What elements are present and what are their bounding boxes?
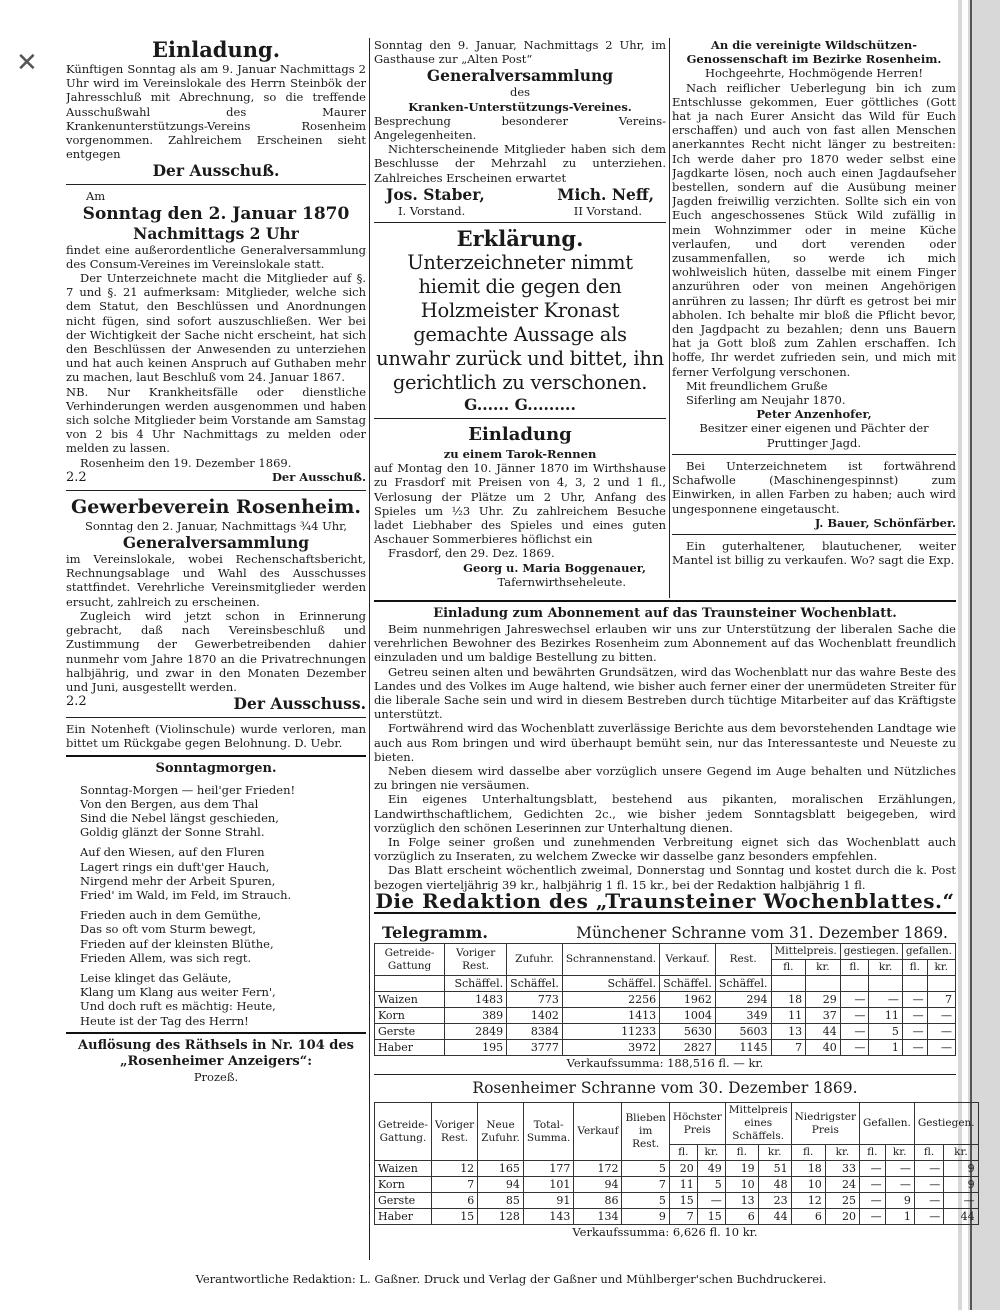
grain-type-cell: Korn: [375, 1008, 445, 1024]
poem-line: Sind die Nebel längst geschieden,: [80, 810, 279, 825]
ad-role: Besitzer einer eigenen und Pächter der Pruttinger Jagd.: [699, 421, 929, 450]
table-subheader: fl.: [791, 1145, 825, 1161]
table-cell: —: [927, 1008, 955, 1024]
sales-sum: Verkaufssumma: 188,516 fl. — kr.: [566, 1056, 764, 1070]
column-rule: [669, 38, 670, 598]
column-2: [374, 38, 666, 598]
table-cell: 1: [885, 1209, 914, 1225]
grain-type-cell: Haber: [375, 1209, 432, 1225]
ad-signature: Der Ausschuß.: [152, 161, 280, 181]
table-header: Voriger Rest.: [445, 944, 507, 976]
ad-text: des: [509, 85, 531, 100]
ad-date: Sonntag den 2. Januar 1870: [82, 203, 350, 224]
poem-line: Klang um Klang aus weiter Fern',: [80, 985, 276, 1000]
table-header: Verkauf: [574, 1103, 622, 1161]
table-cell: —: [860, 1209, 886, 1225]
table-cell: 349: [715, 1008, 771, 1024]
poem-line: Fried' im Wald, im Feld, im Strauch.: [80, 887, 292, 902]
table-cell: 2256: [562, 992, 659, 1008]
table-unit: Schäffel.: [660, 976, 716, 992]
table-cell: —: [902, 1040, 927, 1056]
table-cell: —: [860, 1161, 886, 1177]
table-cell: 20: [825, 1209, 859, 1225]
table-cell: 7: [431, 1177, 477, 1193]
table-subheader: kr.: [697, 1145, 725, 1161]
table-cell: 94: [574, 1177, 622, 1193]
ad-title: Einladung zum Abonnement auf das Traunsteiner Wochenblatt.: [433, 606, 897, 621]
table-subheader: fl.: [669, 1145, 697, 1161]
poem-line: Frieden auf der kleinsten Blüthe,: [80, 936, 274, 951]
table-subheader: kr.: [885, 1145, 914, 1161]
table-row: [375, 1040, 956, 1056]
table-cell: 11: [771, 1008, 806, 1024]
ad-head: Generalversammlung: [122, 533, 310, 553]
ad-role: II Vorstand.: [573, 203, 642, 218]
table-cell: 7: [927, 992, 955, 1008]
telegram-label: Telegramm.: [382, 923, 488, 942]
table-subheader: kr.: [806, 960, 841, 976]
ad-signature: Jos. Staber,: [386, 184, 485, 204]
ad-text: Sonntag den 9. Januar, Nachmittags 2 Uhr, im Gasthause zur „Alten Post“: [374, 38, 666, 67]
grain-type-cell: Waizen: [375, 1161, 432, 1177]
market-title: Münchener Schranne vom 31. Dezember 1869.: [576, 924, 948, 942]
table-cell: 13: [725, 1193, 758, 1209]
ad-text: Besprechung besonderer Vereins-Angelegenheiten.: [374, 113, 666, 143]
poem-line: Das so oft vom Sturm bewegt,: [80, 922, 256, 937]
table-cell: 5: [622, 1161, 669, 1177]
table-cell: 128: [478, 1209, 524, 1225]
table-cell: 91: [523, 1193, 573, 1209]
table-cell: —: [927, 1024, 955, 1040]
ad-title: Einladung: [468, 424, 572, 446]
table-cell: —: [902, 1008, 927, 1024]
poem-line: Und doch ruft es mächtig: Heute,: [80, 999, 276, 1014]
table-cell: —: [914, 1209, 943, 1225]
grain-type-cell: Korn: [375, 1177, 432, 1193]
table-cell: 294: [715, 992, 771, 1008]
ad-note: NB. Nur Krankheitsfälle oder dienstliche Verhinderungen werden ausgenommen und haben sich solche Mitglieder beim Vorstande am Samstag von 2 bis 4 Uhr Nachmittags zu melden oder melden zu lassen.: [66, 384, 366, 456]
table-header: Getreide-Gattung: [375, 944, 445, 976]
table-header: Verkauf.: [660, 944, 716, 976]
poem-line: Sonntag-Morgen — heil'ger Frieden!: [80, 782, 296, 797]
ad-text: Künftigen Sonntag als am 9. Januar Nachmittags 2 Uhr wird im Vereinslokale des Herrn Steinbök der Jahresschluß mit Abrechnung, so die treffende Ausschußwahl des Maurer Krankenunterstützungs-Vereins Rosenheim vorgenommen. Zahlreichem Erscheinen sieht entgegen: [66, 62, 366, 162]
table-cell: 15: [431, 1209, 477, 1225]
table-cell: 3972: [562, 1040, 659, 1056]
table-cell: 10: [791, 1177, 825, 1193]
table-cell: —: [840, 1040, 869, 1056]
pen-mark: ✕: [16, 48, 38, 78]
table-cell: 9: [944, 1161, 978, 1177]
table-cell: 1962: [660, 992, 716, 1008]
poem-line: Leise klinget das Geläute,: [80, 970, 232, 985]
ad-signature: Der Ausschuss.: [233, 694, 366, 714]
poem: [66, 783, 366, 1028]
table-cell: 6: [431, 1193, 477, 1209]
table-cell: 2849: [445, 1024, 507, 1040]
poem-title: Sonntagmorgen.: [155, 760, 277, 776]
ad-when: Sonntag den 2. Januar, Nachmittags ¾4 Uhr,: [84, 518, 348, 533]
ad-text: Nach reiflicher Ueberlegung bin ich zum Entschlusse gekommen, Euer göttliches (Gott hat ja nach Eurer Ansicht das Wild für Euch erschaffen) und auch von fast allen Menschen anerkanntes Recht nicht länger zu bestreiten: Ich werde daher pro 1870 weder selbst eine Jagdkarte lösen, noch auch einen Jagdaufseher bestellen, sondern auf die Ausübung meiner Jagden freiwillig verzichten. Sollte sich ein von Euch angeschossenes Stück Wild zufällig in mein Wohnzimmer oder in meine Küche verlaufen, und dort verenden oder zusammenfallen, so werde ich mich wohlweislich hüten, dasselbe mit einem Finger anzurühren oder von meinen Angehörigen anrühren zu lassen; Ihr dürft es getrost bei mir abholen. Ich behalte mir bloß die Pflicht bevor, den Jagdpacht zu bezahlen; denn uns Bauern hat ja Gott bloß zum Zahlen erschaffen. Ich hoffe, Ihr werdet zufrieden sein, und mich mit ferner Verfolgung verschonen.: [672, 80, 956, 379]
table-cell: 25: [825, 1193, 859, 1209]
table-cell: —: [902, 992, 927, 1008]
table-row: [375, 1008, 956, 1024]
table-subheader: kr.: [944, 1145, 978, 1161]
table-cell: —: [840, 992, 869, 1008]
table-cell: 5630: [660, 1024, 716, 1040]
ad-text: Neben diesem wird dasselbe aber vorzüglich unsere Gegend im Auge behalten und Nützliches zu bringen nie versäumen.: [374, 764, 956, 793]
ad-title: Gewerbeverein Rosenheim.: [71, 495, 361, 518]
column-3: [672, 38, 956, 598]
table-header: Rest.: [715, 944, 771, 976]
table-cell: 49: [697, 1161, 725, 1177]
table-subheader: fl.: [914, 1145, 943, 1161]
ad-text: Nichterscheinende Mitglieder haben sich dem Beschlusse der Mehrzahl zu unterziehen. Zahlreiches Erscheinen erwartet: [374, 142, 666, 185]
ad-text: Bei Unterzeichnetem ist fortwährend Schafwolle (Maschinengespinnst) zum Einwirken, in allen Farben zu haben; auch wird ungesponnene eingetauscht.: [672, 458, 956, 516]
ad-place: Frasdorf, den 29. Dez. 1869.: [388, 546, 555, 561]
ad-place: Siferling am Neujahr 1870.: [686, 393, 846, 408]
table-cell: 143: [523, 1209, 573, 1225]
table-header: Gestiegen.: [914, 1103, 978, 1145]
ad-greeting: Hochgeehrte, Hochmögende Herren!: [704, 66, 924, 81]
table-cell: —: [860, 1193, 886, 1209]
table-cell: 773: [507, 992, 563, 1008]
table-cell: 18: [771, 992, 806, 1008]
ad-text: im Vereinslokale, wobei Rechenschaftsbericht, Rechnungsablage und Wahl des Ausschusses stattfindet. Verehrliche Vereinsmitglieder werden ersucht, zahlreich zu erscheinen.: [66, 552, 366, 609]
market-title: Rosenheimer Schranne vom 30. Dezember 1869.: [472, 1079, 858, 1098]
subscription-ad: [374, 600, 956, 918]
table-header: Mittelpreis.: [771, 944, 840, 960]
table-cell: 15: [697, 1209, 725, 1225]
table-cell: 11233: [562, 1024, 659, 1040]
table-cell: 134: [574, 1209, 622, 1225]
ad-text: Ein Notenheft (Violinschule) wurde verloren, man bittet um Rückgabe gegen Belohnung. D. Uebr.: [66, 722, 366, 751]
table-subheader: kr.: [825, 1145, 859, 1161]
riddle-title: Auflösung des Räthsels in Nr. 104 des „Rosenheimer Anzeigers“:: [78, 1037, 354, 1069]
ad-text: In Folge seiner großen und zunehmenden Verbreitung eignet sich das Wochenblatt auch vorzüglich zu Inseraten, zu welchem Zwecke wir dasselbe ganz besonders empfehlen.: [374, 835, 956, 864]
rosenheim-market-table: [374, 1102, 979, 1225]
table-cell: 7: [669, 1209, 697, 1225]
poem-line: Lagert rings ein duft'ger Hauch,: [80, 859, 270, 874]
table-cell: 165: [478, 1161, 524, 1177]
table-cell: 195: [445, 1040, 507, 1056]
ad-text: Der Unterzeichnete macht die Mitglieder auf §. 7 und §. 21 aufmerksam: Mitglieder, welche sich dem Statut, den Beschlüssen und Anordnungen nicht fügen, sind sofort auszuschließen. Wer bei der Wichtigkeit der Sache nicht erscheint, hat sich den Beschlüssen der Anwesenden zu unterziehen und hat auch keinen Anspruch auf Guthaben mehr zu machen, laut Beschluß vom 24. Januar 1867.: [66, 271, 366, 385]
table-cell: 12: [431, 1161, 477, 1177]
table-unit: Schäffel.: [562, 976, 659, 992]
table-cell: 1413: [562, 1008, 659, 1024]
table-cell: —: [944, 1193, 978, 1209]
table-header: Zufuhr.: [507, 944, 563, 976]
table-header: gestiegen.: [840, 944, 902, 960]
poem-line: Von den Bergen, aus dem Thal: [80, 796, 259, 811]
ad-text: findet eine außerordentliche Generalversammlung des Consum-Vereines im Vereinslokale statt.: [66, 242, 366, 271]
poem-line: Heute ist der Tag des Herrn!: [80, 1013, 249, 1028]
imprint: Verantwortliche Redaktion: L. Gaßner. Druck und Verlag der Gaßner und Mühlberger'schen Buchdruckerei.: [195, 1272, 827, 1286]
table-cell: 101: [523, 1177, 573, 1193]
poem-line: Frieden Allem, was sich regt.: [80, 950, 252, 965]
table-header: Niedrigster Preis: [791, 1103, 859, 1145]
table-subheader: fl.: [725, 1145, 758, 1161]
column-1: [66, 38, 366, 1260]
table-cell: 44: [758, 1209, 791, 1225]
table-header: Höchster Preis: [669, 1103, 725, 1145]
table-cell: 24: [825, 1177, 859, 1193]
riddle-answer: Prozeß.: [193, 1069, 239, 1084]
table-cell: 44: [806, 1024, 841, 1040]
newspaper-page: [66, 38, 975, 1286]
table-row: [375, 1209, 979, 1225]
sales-sum: Verkaufssumma: 6,626 fl. 10 kr.: [572, 1225, 758, 1240]
ad-text: Ein eigenes Unterhaltungsblatt, bestehend aus pikanten, moralischen Erzählungen, Landwirthschaftlichem, Gedichten 2c., wie bisher jedem Sonntagsblatt beigegeben, wird vorzüglich den schönen Leserinnen zur Unterhaltung dienen.: [374, 792, 956, 835]
table-cell: 86: [574, 1193, 622, 1209]
ad-role: Tafernwirthseheleute.: [497, 574, 626, 589]
ad-text: Getreu seinen alten und bewährten Grundsätzen, wird das Wochenblatt nur das wahre Beste des Landes und des Volkes im Auge haltend, wie bisher auch ferner einer der unermüdeten Streiter für die liberale Sache sein und wird in diesem Bestreben durch tüchtige Mitarbeiter auf das Kräftigste unterstützt.: [374, 664, 956, 722]
table-cell: 85: [478, 1193, 524, 1209]
ad-role: I. Vorstand.: [398, 203, 466, 218]
grain-type-cell: Gerste: [375, 1193, 432, 1209]
telegram-market-report: [374, 923, 975, 1240]
table-unit: Schäffel.: [715, 976, 771, 992]
table-cell: 37: [806, 1008, 841, 1024]
ad-head: zu einem Tarok-Rennen: [443, 447, 597, 462]
table-header: gefallen.: [902, 944, 955, 960]
table-cell: 9: [885, 1193, 914, 1209]
table-cell: —: [914, 1161, 943, 1177]
table-cell: 2827: [660, 1040, 716, 1056]
table-cell: 51: [758, 1161, 791, 1177]
grain-type-cell: Waizen: [375, 992, 445, 1008]
table-cell: —: [914, 1177, 943, 1193]
ad-signature: Die Redaktion des „Traunsteiner Wochenblattes.“: [375, 888, 955, 913]
table-cell: 5: [697, 1177, 725, 1193]
ad-text: Ein guterhaltener, blautuchener, weiter Mantel ist billig zu verkaufen. Wo? sagt die Exp.: [672, 538, 956, 568]
ad-time: Nachmittags 2 Uhr: [133, 223, 299, 243]
table-cell: —: [902, 1024, 927, 1040]
table-cell: 1402: [507, 1008, 563, 1024]
table-header: Voriger Rest.: [431, 1103, 477, 1161]
table-subheader: fl.: [860, 1145, 886, 1161]
table-subheader: fl.: [771, 960, 806, 976]
table-cell: —: [885, 1161, 914, 1177]
table-cell: 389: [445, 1008, 507, 1024]
table-unit: Schäffel.: [445, 976, 507, 992]
table-cell: —: [697, 1193, 725, 1209]
ad-signature: Peter Anzenhofer,: [756, 407, 872, 422]
table-cell: 94: [478, 1177, 524, 1193]
table-cell: 1004: [660, 1008, 716, 1024]
poem-line: Auf den Wiesen, auf den Fluren: [80, 845, 265, 860]
grain-type-cell: Gerste: [375, 1024, 445, 1040]
ad-signature: J. Bauer, Schönfärber.: [814, 515, 956, 530]
table-cell: 7: [622, 1177, 669, 1193]
ad-text: Fortwährend wird das Wochenblatt zuverlässige Berichte aus dem bevorstehenden Landtage wie auch aus Rom bringen und wird überhaupt bemüht sein, nur das Interessanteste und Neueste zu bieten.: [374, 721, 957, 764]
poem-line: Frieden auch in dem Gemüthe,: [80, 908, 262, 923]
ad-place: Rosenheim den 19. Dezember 1869.: [80, 455, 292, 470]
table-cell: 5: [869, 1024, 902, 1040]
ad-text: auf Montag den 10. Jänner 1870 im Wirthshause zu Frasdorf mit Preisen von 4, 3, 2 und 1 fl., Verlosung der Plätze um 2 Uhr, Anfang des Spieles um ½3 Uhr. Zu zahlreichem Besuche ladet Liebhaber des Spieles und eines guten Aschauer Sommerbieres höflichst ein: [374, 461, 666, 547]
table-subheader: fl.: [840, 960, 869, 976]
table-cell: —: [914, 1193, 943, 1209]
table-cell: 172: [574, 1161, 622, 1177]
table-row: [375, 1161, 979, 1177]
table-cell: 5: [622, 1193, 669, 1209]
table-cell: 15: [669, 1193, 697, 1209]
table-header: Mittelpreis eines Schäffels.: [725, 1103, 791, 1145]
ad-head: Generalversammlung: [426, 66, 614, 86]
table-cell: 6: [791, 1209, 825, 1225]
table-header: Schrannenstand.: [562, 944, 659, 976]
table-cell: 9: [622, 1209, 669, 1225]
ad-am: Am: [86, 189, 106, 204]
table-cell: 19: [725, 1161, 758, 1177]
table-header: Total-Summa.: [523, 1103, 573, 1161]
table-header: Blieben im Rest.: [622, 1103, 669, 1161]
table-cell: —: [927, 1040, 955, 1056]
table-cell: —: [840, 1008, 869, 1024]
ad-closing: Mit freundlichem Gruße: [686, 378, 828, 393]
table-cell: 7: [771, 1040, 806, 1056]
table-cell: 13: [771, 1024, 806, 1040]
ad-title: An die vereinigte Wildschützen-Genossenschaft im Bezirke Rosenheim.: [686, 38, 942, 67]
ad-title: Einladung.: [151, 38, 281, 62]
ad-head: Kranken-Unterstützungs-Vereines.: [408, 99, 632, 114]
table-cell: 10: [725, 1177, 758, 1193]
table-row: [375, 1177, 979, 1193]
ad-title: Erklärung.: [456, 226, 584, 252]
poem-line: Nirgend mehr der Arbeit Spuren,: [80, 873, 276, 888]
table-cell: 29: [806, 992, 841, 1008]
table-cell: 8384: [507, 1024, 563, 1040]
table-cell: 5603: [715, 1024, 771, 1040]
table-cell: 23: [758, 1193, 791, 1209]
ad-signature: Georg u. Maria Boggenauer,: [463, 560, 646, 575]
table-cell: 44: [944, 1209, 978, 1225]
ad-text: Zugleich wird jetzt schon in Erinnerung gebracht, daß nach Vereinsbeschluß und Zustimmung der Gewerbetreibenden dahier nunmehr vom Jahre 1870 an die Privatrechnungen halbjährig, und zwar in den Monaten Dezember und Juni, ausgestellt werden.: [66, 608, 366, 694]
table-cell: —: [885, 1177, 914, 1193]
declaration-text: Unterzeichneter nimmt hiemit die gegen den Holzmeister Kronast gemachte Aussage als unwahr zurück und bittet, ihn gerichtlich zu verschonen.: [376, 251, 664, 395]
table-row: [375, 1024, 956, 1040]
table-cell: 11: [869, 1008, 902, 1024]
table-cell: 1145: [715, 1040, 771, 1056]
ad-text: Beim nunmehrigen Jahreswechsel erlauben wir uns zur Unterstützung der liberalen Sache die verehrlichen Bewohner des Bezirkes Rosenheim zum Abonnement auf das Wochenblatt freundlich einzuladen und um baldige Bestellung zu bitten.: [374, 622, 956, 665]
table-cell: 177: [523, 1161, 573, 1177]
table-cell: 1: [869, 1040, 902, 1056]
ad-signature: G...... G.........: [464, 395, 576, 415]
ad-text: Das Blatt erscheint wöchentlich zweimal, Donnerstag und Sonntag und kostet durch die k. Post bezogen vierteljährig 39 kr., halbjährig 1 fl. 15 kr., bei der Redaktion halbjährig 1 fl.: [374, 863, 956, 892]
munich-market-table: [374, 943, 956, 1056]
table-subheader: kr.: [927, 960, 955, 976]
ad-signature: Der Ausschuß.: [271, 469, 366, 484]
table-cell: 3777: [507, 1040, 563, 1056]
table-subheader: kr.: [869, 960, 902, 976]
table-cell: 20: [669, 1161, 697, 1177]
table-unit: Schäffel.: [507, 976, 563, 992]
table-subheader: kr.: [758, 1145, 791, 1161]
table-cell: 48: [758, 1177, 791, 1193]
ad-number: 2.2: [66, 469, 87, 485]
table-cell: 6: [725, 1209, 758, 1225]
table-row: [375, 1193, 979, 1209]
column-rule: [369, 38, 370, 1260]
table-cell: 9: [944, 1177, 978, 1193]
table-cell: 1483: [445, 992, 507, 1008]
table-cell: —: [860, 1177, 886, 1193]
ad-number: 2.2: [66, 694, 87, 710]
table-subheader: fl.: [902, 960, 927, 976]
table-cell: 11: [669, 1177, 697, 1193]
ad-signature: Mich. Neff,: [557, 184, 654, 204]
table-cell: 18: [791, 1161, 825, 1177]
poem-line: Goldig glänzt der Sonne Strahl.: [80, 825, 265, 840]
grain-type-cell: Haber: [375, 1040, 445, 1056]
table-cell: 40: [806, 1040, 841, 1056]
table-header: Gefallen.: [860, 1103, 915, 1145]
table-cell: 33: [825, 1161, 859, 1177]
table-cell: —: [840, 1024, 869, 1040]
table-cell: 12: [791, 1193, 825, 1209]
table-cell: —: [869, 992, 902, 1008]
table-row: [375, 992, 956, 1008]
table-header: Getreide-Gattung.: [375, 1103, 432, 1161]
table-header: Neue Zufuhr.: [478, 1103, 524, 1161]
